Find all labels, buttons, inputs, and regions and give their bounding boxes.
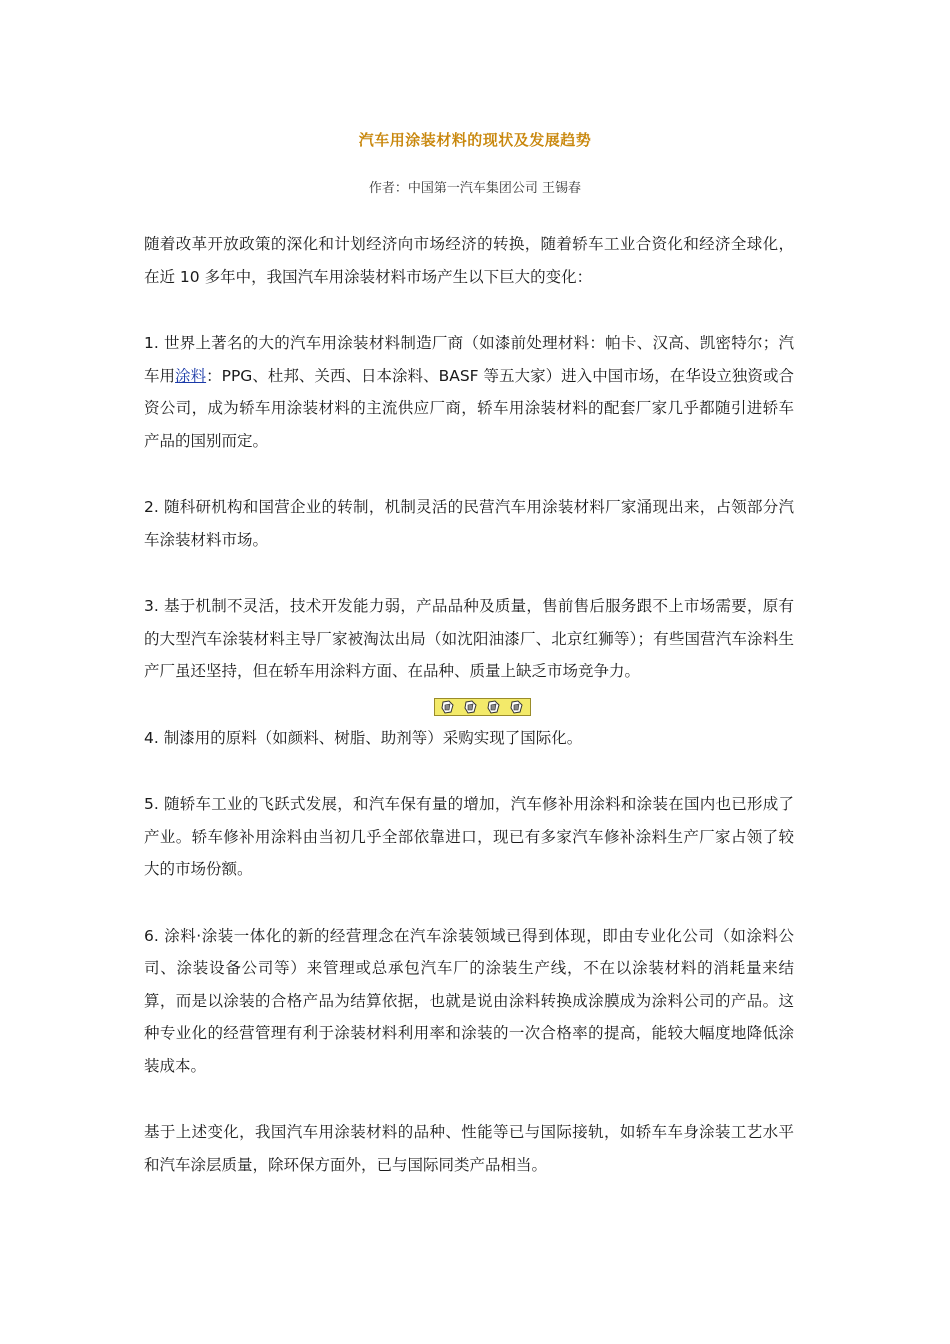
document-body: [144, 228, 794, 1215]
list-item-4: 4. 制漆用的原料（如颜料、树脂、助剂等）采购实现了国际化。: [144, 728, 583, 747]
sticker-icon: [462, 700, 480, 714]
decorative-icon-strip: [434, 698, 531, 716]
sticker-icon: [439, 700, 457, 714]
list-item-1-text-start: 1. 世界上著名的大的汽车用涂装材料制造厂商（如漆前处理材料：帕卡、汉高、凯密特尔；汽车用: [144, 334, 794, 385]
author-byline: 作者：中国第一汽车集团公司 王锡春: [368, 181, 582, 196]
list-item-6: 6. 涂料·涂装一体化的新的经营理念在汽车涂装领域已得到体现，即由专业化公司（如涂料公司、涂装设备公司等）来管理或总承包汽车厂的涂装生产线，不在以涂装材料的消耗量来结算，而是以涂装的合格产品为结算依据，也就是说由涂料转换成涂膜成为涂料公司的产品。这种专业化的经营管理有利于涂装材料利用率和涂装的一次合格率的提高，能较大幅度地降低涂装成本。: [144, 926, 794, 1075]
list-item-1-text-end: ：PPG、杜邦、关西、日本涂料、BASF 等五大家）进入中国市场，在华设立独资或合资公司，成为轿车用涂装材料的主流供应厂商，轿车用涂装材料的配套厂家几乎都随引进轿车产品的国别而定。: [144, 366, 794, 450]
conclusion-paragraph: 基于上述变化，我国汽车用涂装材料的品种、性能等已与国际接轨，如轿车车身涂装工艺水平和汽车涂层质量，除环保方面外，已与国际同类产品相当。: [144, 1123, 794, 1174]
list-item-1: [144, 327, 794, 457]
list-item-2: 2. 随科研机构和国营企业的转制，机制灵活的民营汽车用涂装材料厂家涌现出来，占领部分汽车涂装材料市场。: [144, 498, 794, 549]
intro-paragraph: 随着改革开放政策的深化和计划经济向市场经济的转换，随着轿车工业合资化和经济全球化，在近 10 多年中，我国汽车用涂装材料市场产生以下巨大的变化：: [144, 235, 794, 286]
coatings-link[interactable]: 涂料: [175, 366, 207, 385]
sticker-icon: [485, 700, 503, 714]
document-title: 汽车用涂装材料的现状及发展趋势: [358, 131, 592, 149]
sticker-icon: [508, 700, 526, 714]
list-item-3: 3. 基于机制不灵活，技术开发能力弱，产品品种及质量，售前售后服务跟不上市场需要，原有的大型汽车涂装材料主导厂家被淘汰出局（如沈阳油漆厂、北京红狮等）；有些国营汽车涂料生产厂虽还坚持，但在轿车用涂料方面、在品种、质量上缺乏市场竞争力。: [144, 597, 794, 680]
list-item-5: 5. 随轿车工业的飞跃式发展，和汽车保有量的增加，汽车修补用涂料和涂装在国内也已形成了产业。轿车修补用涂料由当初几乎全部依靠进口，现已有多家汽车修补涂料生产厂家占领了较大的市场份额。: [144, 795, 794, 878]
